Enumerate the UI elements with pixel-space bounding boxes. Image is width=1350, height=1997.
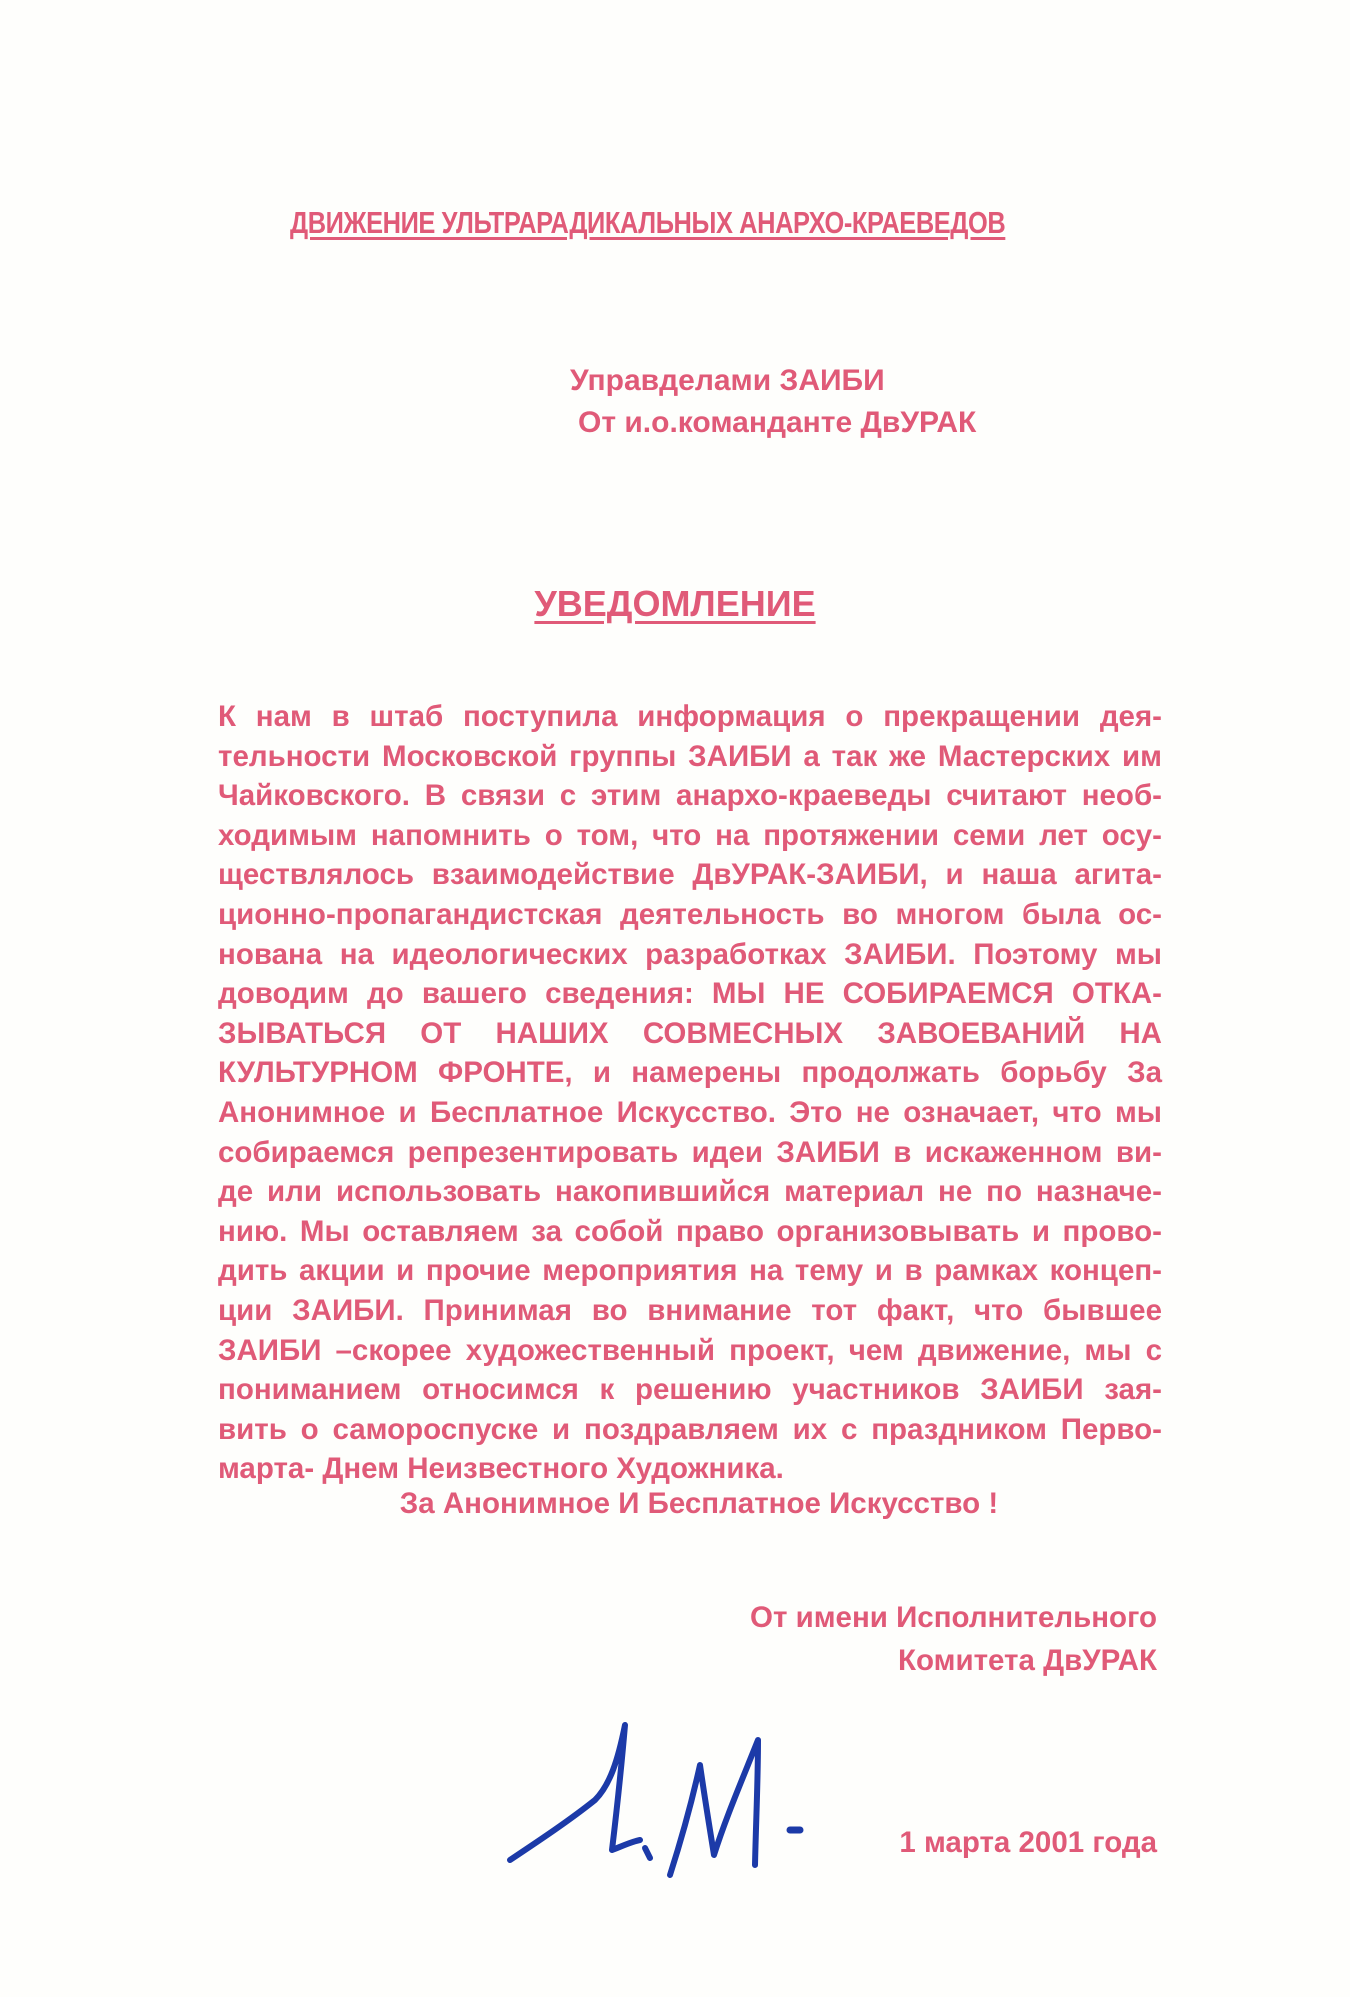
body-line: ходимым напомнить о том, что на протяжении семи лет осу- — [218, 818, 1162, 852]
body-line: тельности Московской группы ЗАИБИ а так же Мастерских им — [218, 739, 1162, 773]
body-line: ЗЫВАТЬСЯ ОТ НАШИХ СОВМЕСНЫХ ЗАВОЕВАНИЙ НА — [218, 1016, 1162, 1050]
body-line: ционно-пропагандистская деятельность во многом была ос- — [218, 897, 1162, 931]
body-line: де или использовать накопившийся материал не по назначе- — [218, 1175, 1162, 1209]
body-line: ции ЗАИБИ. Принимая во внимание тот факт, что бывшее — [218, 1293, 1162, 1327]
body-line: нована на идеологических разработках ЗАИБИ. Поэтому мы — [218, 937, 1162, 971]
signature-stroke-l — [510, 1725, 640, 1860]
sign-block — [750, 1596, 1157, 1682]
body-line: пониманием относимся к решению участников ЗАИБИ зая- — [218, 1373, 1162, 1407]
document-title: УВЕДОМЛЕНИЕ — [534, 583, 816, 624]
organization-header: ДВИЖЕНИЕ УЛЬТРАРАДИКАЛЬНЫХ АНАРХО-КРАЕВЕДОВ — [290, 205, 1006, 240]
body-line: ществлялось взаимодействие ДвУРАК-ЗАИБИ, и наша агита- — [218, 858, 1162, 892]
body-line: ЗАИБИ –скорее художественный проект, чем движение, мы с — [218, 1333, 1162, 1367]
handwritten-signature — [500, 1690, 820, 1890]
slogan: За Анонимное И Бесплатное Искусство ! — [399, 1487, 999, 1520]
body-line: дить акции и прочие мероприятия на тему и в рамках концеп- — [218, 1254, 1162, 1288]
body-line: марта- Днем Неизвестного Художника. — [218, 1452, 784, 1486]
body-line: Анонимное и Бесплатное Искусство. Это не означает, что мы — [218, 1095, 1162, 1129]
body-line: КУЛЬТУРНОМ ФРОНТЕ, и намерены продолжать борьбу За — [218, 1056, 1162, 1090]
signature-stroke-m — [670, 1740, 758, 1875]
body-line: К нам в штаб поступила информация о прекращении дея- — [218, 700, 1162, 733]
letter-body — [218, 697, 1162, 1489]
addressee-line-1: Управделами ЗАИБИ — [570, 364, 885, 397]
body-line: нию. Мы оставляем за собой право организовывать и прово- — [218, 1214, 1162, 1248]
addressee-line-2: От и.о.команданте ДвУРАК — [578, 406, 977, 439]
body-line: доводим до вашего сведения: МЫ НЕ СОБИРАЕМСЯ ОТКА- — [218, 977, 1162, 1011]
sign-line-1: От имени Исполнительного — [750, 1601, 1157, 1634]
body-line: собираемся репрезентировать идеи ЗАИБИ в искаженном ви- — [218, 1135, 1162, 1169]
letter-date: 1 марта 2001 года — [899, 1826, 1157, 1859]
body-line: вить о самороспуске и поздравляем их с праздником Перво- — [218, 1412, 1162, 1446]
signature-stroke-dot-1 — [645, 1848, 650, 1858]
body-line: Чайковского. В связи с этим анархо-краеведы считают необ- — [218, 779, 1162, 813]
sign-line-2: Комитета ДвУРАК — [897, 1644, 1157, 1677]
addressee-block — [570, 360, 976, 444]
